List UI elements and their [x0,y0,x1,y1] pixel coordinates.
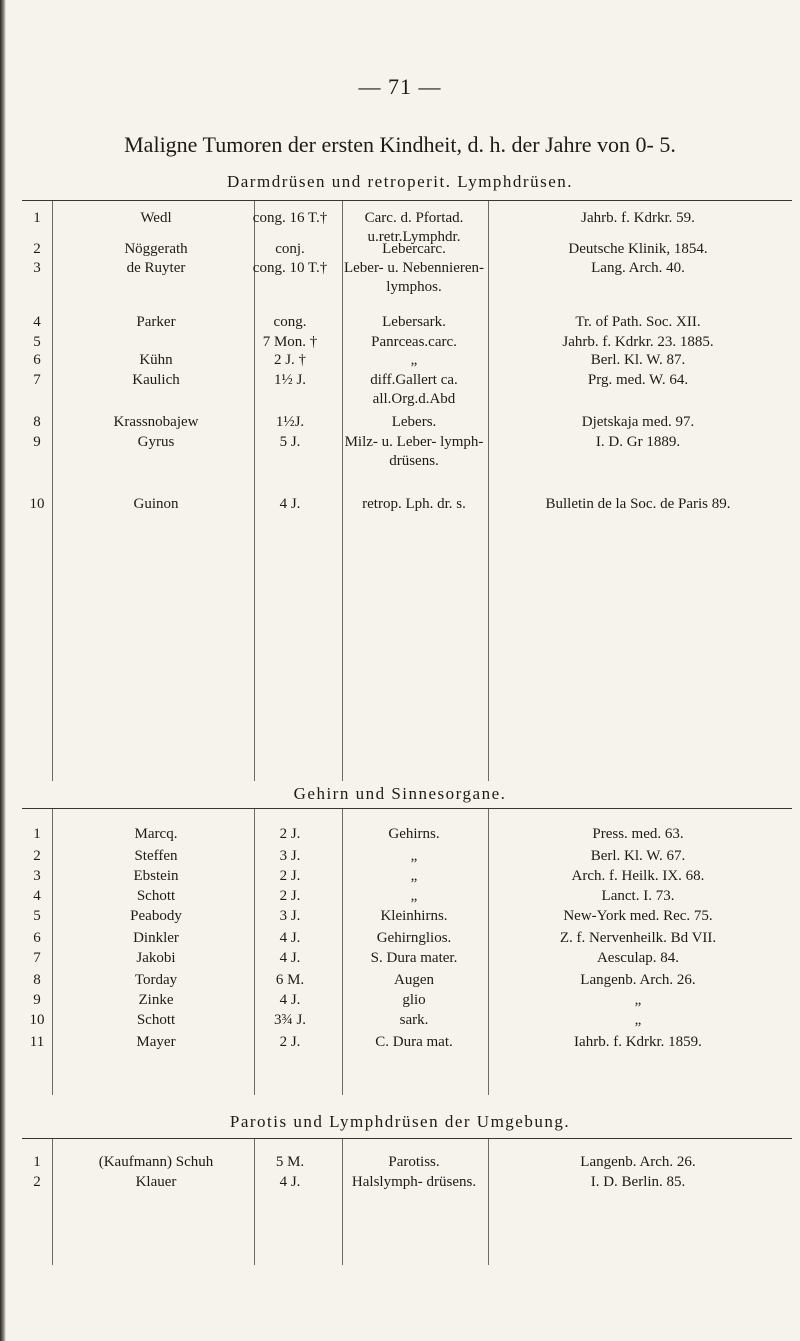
reference-citation: Iahrb. f. Kdrkr. 1859. [574,1034,702,1050]
column-divider [488,201,489,781]
row-number: 8 [33,972,41,988]
age-value: 2 J. [279,888,301,904]
reference-citation: Djetskaja med. 97. [581,414,695,430]
reference-citation: Aesculap. 84. [596,950,680,966]
tumor-type: Leber- u. Nebennieren- lymphos. [343,260,485,295]
tumor-type: Lebers. [391,414,437,430]
reference-citation: Press. med. 63. [592,826,684,842]
author-name: Kaulich [132,372,180,388]
reference-citation: Deutsche Klinik, 1854. [568,241,708,257]
row-number: 4 [33,888,41,904]
section-heading-parotis: Parotis und Lymphdrüsen der Umgebung. [229,1112,571,1131]
age-value: 4 J. [279,1174,301,1190]
author-name: Gyrus [137,434,175,450]
page-edge-shadow [0,0,6,1341]
tumor-type: Lebersark. [382,314,446,330]
column-divider [52,201,53,781]
tumor-type: retrop. Lph. dr. s. [362,496,466,512]
reference-citation: Jahrb. f. Kdrkr. 23. 1885. [562,334,714,350]
author-name: Krassnobajew [113,414,199,430]
row-number: 7 [33,950,41,966]
page-title: Maligne Tumoren der ersten Kindheit, d. h. der Jahre von 0- 5. [124,132,676,157]
reference-citation: „ [634,1012,642,1028]
author-name: Wedl [140,210,172,226]
table-parotis [22,1138,792,1265]
age-value: 2 J. [279,826,301,842]
age-value: cong. 16 T.† [252,210,328,226]
author-name: Marcq. [134,826,178,842]
row-number: 6 [33,930,41,946]
row-number: 2 [33,241,41,257]
author-name: Peabody [130,908,182,924]
age-value: cong. 10 T.† [252,260,328,276]
row-number: 1 [33,826,41,842]
reference-citation: Langenb. Arch. 26. [580,1154,696,1170]
author-name: Torday [134,972,178,988]
reference-citation: I. D. Gr 1889. [595,434,681,450]
age-value: 3 J. [279,848,301,864]
reference-citation: Lang. Arch. 40. [591,260,685,276]
tumor-type: glio [402,992,426,1008]
reference-citation: New-York med. Rec. 75. [563,908,713,924]
row-number: 5 [33,908,41,924]
row-number: 10 [29,496,45,512]
age-value: 4 J. [279,930,301,946]
author-name: Dinkler [133,930,179,946]
author-name: Ebstein [133,868,179,884]
reference-citation: Berl. Kl. W. 67. [590,848,686,864]
age-value: 2 J. † [273,352,307,368]
age-value: conj. [275,241,305,257]
age-value: 6 M. [275,972,305,988]
tumor-type: „ [410,868,418,884]
author-name: Nöggerath [124,241,188,257]
section-heading-gehirn: Gehirn und Sinnesorgane. [293,784,507,803]
section-heading-darmdruesen: Darmdrüsen und retroperit. Lymphdrüsen. [226,172,573,191]
reference-citation: „ [634,992,642,1008]
age-value: 3 J. [279,908,301,924]
author-name: Parker [136,314,176,330]
reference-citation: Langenb. Arch. 26. [580,972,696,988]
reference-citation: Berl. Kl. W. 87. [590,352,686,368]
age-value: 1½ J. [273,372,307,388]
author-name: de Ruyter [126,260,186,276]
row-number: 1 [33,210,41,226]
reference-citation: Lanct. I. 73. [601,888,675,904]
row-number: 10 [29,1012,45,1028]
age-value: 1½J. [275,414,305,430]
reference-citation: Arch. f. Heilk. IX. 68. [571,868,705,884]
age-value: 4 J. [279,950,301,966]
age-value: 2 J. [279,868,301,884]
tumor-type: „ [410,352,418,368]
row-number: 11 [29,1034,45,1050]
author-name: Klauer [135,1174,177,1190]
age-value: 3¾ J. [273,1012,307,1028]
row-number: 3 [33,260,41,276]
tumor-type: Carc. d. Pfortad. u.retr.Lymphdr. [364,210,464,245]
tumor-type: Gehirns. [388,826,440,842]
row-number: 8 [33,414,41,430]
row-number: 2 [33,1174,41,1190]
author-name: Schott [136,1012,176,1028]
author-name: Jakobi [136,950,176,966]
tumor-type: „ [410,888,418,904]
reference-citation: Bulletin de la Soc. de Paris 89. [545,496,731,512]
page-number: — 71 — [358,74,442,99]
row-number: 2 [33,848,41,864]
row-number: 9 [33,434,41,450]
table-gehirn [22,808,792,1095]
author-name: Zinke [138,992,174,1008]
author-name: Guinon [133,496,179,512]
row-number: 7 [33,372,41,388]
column-divider [254,201,255,781]
author-name: Mayer [136,1034,176,1050]
tumor-type: Augen [394,972,434,988]
age-value: 5 M. [275,1154,305,1170]
row-number: 4 [33,314,41,330]
tumor-type: S. Dura mater. [370,950,458,966]
reference-citation: Tr. of Path. Soc. XII. [575,314,701,330]
age-value: 2 J. [279,1034,301,1050]
column-divider [52,1139,53,1265]
author-name: Steffen [134,848,178,864]
tumor-type: C. Dura mat. [375,1034,453,1050]
age-value: cong. [273,314,307,330]
tumor-type: Lebercarc. [382,241,446,257]
tumor-type: sark. [399,1012,429,1028]
tumor-type: Gehirnglios. [376,930,452,946]
author-name: Kühn [139,352,173,368]
row-number: 6 [33,352,41,368]
tumor-type: Halslymph- drüsens. [351,1174,477,1190]
column-divider [52,809,53,1095]
author-name: Schott [136,888,176,904]
age-value: 4 J. [279,992,301,1008]
row-number: 5 [33,334,41,350]
age-value: 4 J. [279,496,301,512]
row-number: 9 [33,992,41,1008]
reference-citation: Z. f. Nervenheilk. Bd VII. [559,930,717,946]
age-value: 5 J. [279,434,301,450]
tumor-type: Kleinhirns. [380,908,448,924]
tumor-type: Panrceas.carc. [371,334,457,350]
tumor-type: Milz- u. Leber- lymph- drüsens. [344,434,484,469]
reference-citation: I. D. Berlin. 85. [590,1174,686,1190]
tumor-type: „ [410,848,418,864]
author-name: (Kaufmann) Schuh [98,1154,214,1170]
reference-citation: Jahrb. f. Kdrkr. 59. [581,210,695,226]
tumor-type: Parotiss. [388,1154,440,1170]
row-number: 3 [33,868,41,884]
age-value: 7 Mon. † [262,334,318,350]
row-number: 1 [33,1154,41,1170]
table-darmdruesen [22,200,792,781]
tumor-type: diff.Gallert ca. all.Org.d.Abd [370,372,458,407]
reference-citation: Prg. med. W. 64. [587,372,689,388]
